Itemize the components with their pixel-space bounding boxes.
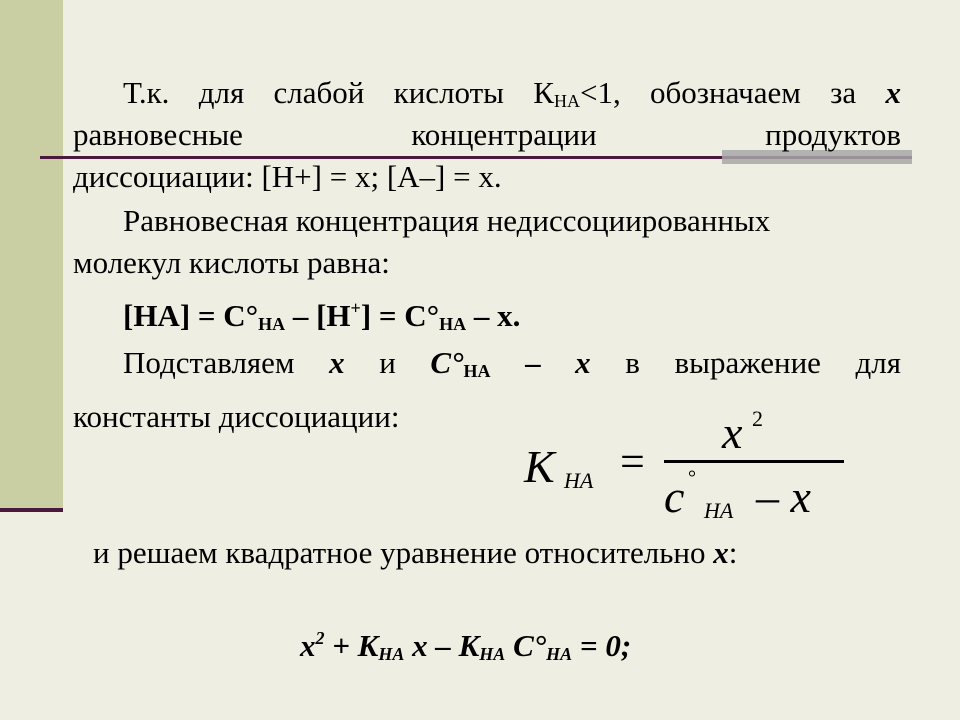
paragraph-1-line-2: равновесные концентрации продуктов xyxy=(73,117,901,152)
paragraph-1-line-3: диссоциации: [H+] = x; [A–] = x. xyxy=(73,159,502,194)
quadratic-equation: $x^2 + K_{HA}$ x – $K_{HA}$ $C^\circ_{HA} = 0$; xyxy=(300,628,632,664)
left-decor-bar-bottom xyxy=(0,508,63,512)
dissociation-constant-formula xyxy=(520,408,850,523)
equation-ha-concentration: $[HA] = C^\circ_{HA} - [H^+] = C^\circ_{HA} - x$. xyxy=(123,298,521,334)
formula-k-sub: HA xyxy=(564,468,594,493)
paragraph-3-line-1: Подставляем x и $C^\circ_{HA}$ – x в выражение для xyxy=(123,345,902,381)
paragraph-2-line-1: Равновесная концентрация недиссоциированных xyxy=(123,203,771,238)
paragraph-4: и решаем квадратное уравнение относительно x: xyxy=(93,535,738,570)
formula-fraction-bar xyxy=(664,460,844,463)
formula-denominator-degree: ° xyxy=(688,467,696,489)
paragraph-2-line-2: молекул кислоты равна: xyxy=(73,245,390,280)
paragraph-1-line-1: Т.к. для слабой кислоты $К_{НА}<1$, обозначаем за x xyxy=(123,75,901,111)
formula-k: K xyxy=(524,441,555,492)
formula-numerator-exponent: 2 xyxy=(752,406,763,431)
formula-numerator-x: x xyxy=(722,407,743,458)
formula-denominator-minus-x: – x xyxy=(756,471,811,522)
paragraph-3-line-2: константы диссоциации: xyxy=(73,399,400,434)
formula-equals: = xyxy=(620,437,645,486)
left-decor-bar xyxy=(0,0,63,512)
formula-denominator-c: c xyxy=(664,471,685,522)
formula-denominator-sub: HA xyxy=(704,498,734,523)
